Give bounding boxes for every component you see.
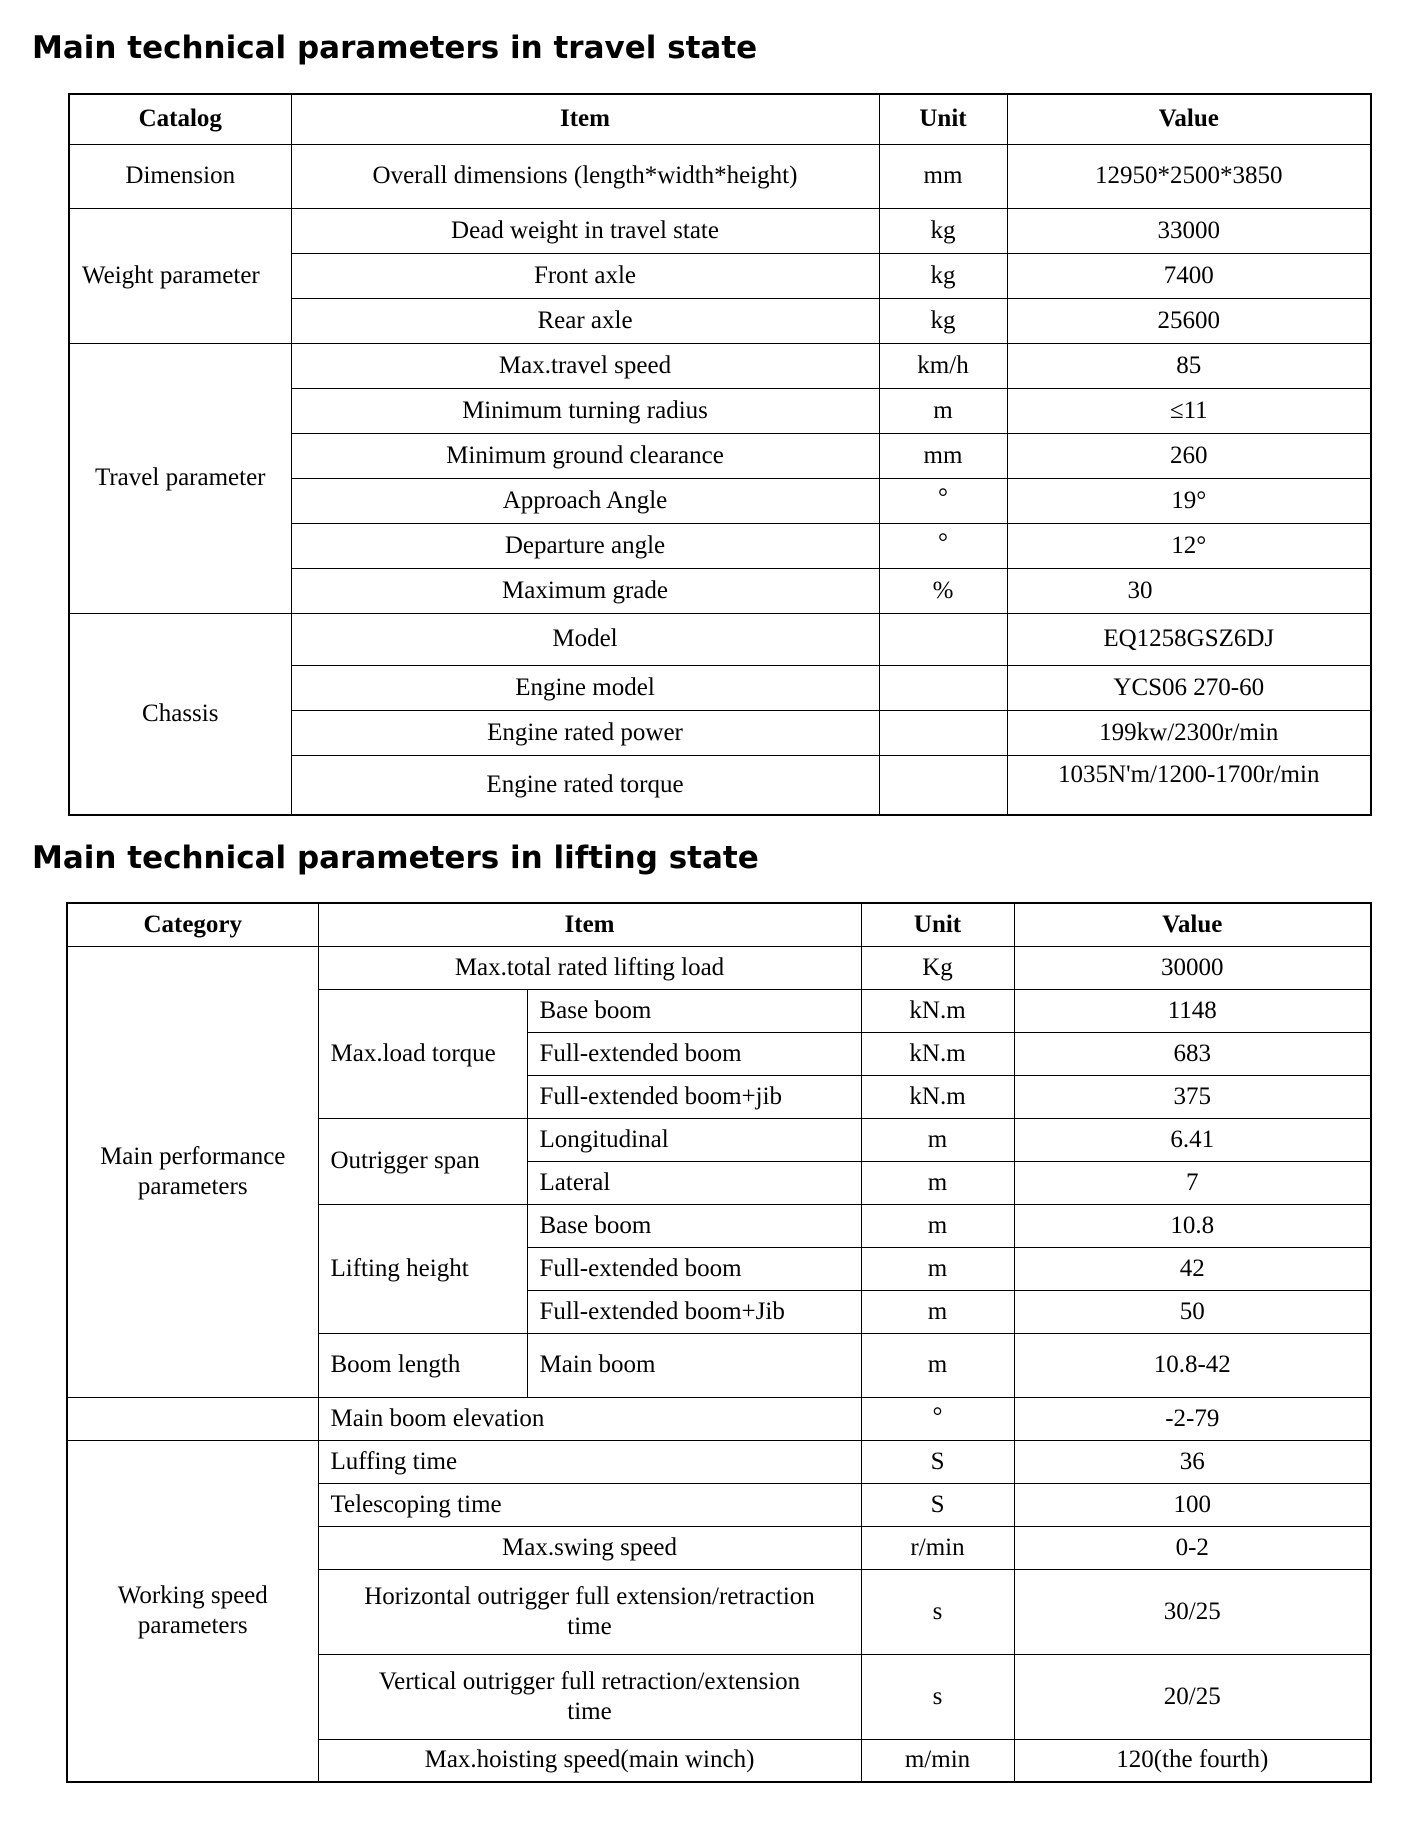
item-cell: Rear axle <box>291 298 879 343</box>
unit-cell: Kg <box>861 946 1014 989</box>
unit-cell: % <box>879 568 1007 613</box>
value-cell: 42 <box>1014 1247 1371 1290</box>
value-cell: 120(the fourth) <box>1014 1739 1371 1782</box>
item-cell: Front axle <box>291 253 879 298</box>
value-cell: 19° <box>1007 478 1371 523</box>
item-cell: Max.swing speed <box>318 1526 861 1569</box>
table-row <box>69 343 1371 388</box>
header-value: Value <box>1014 903 1371 946</box>
unit-cell: m <box>861 1204 1014 1247</box>
unit-cell <box>879 755 1007 815</box>
catalog-chassis: Chassis <box>69 613 291 815</box>
item-cell: Luffing time <box>318 1440 861 1483</box>
value-cell: 12950*2500*3850 <box>1007 144 1371 208</box>
value-cell: 0-2 <box>1014 1526 1371 1569</box>
table-row <box>69 208 1371 253</box>
value-cell: 100 <box>1014 1483 1371 1526</box>
unit-cell: kN.m <box>861 1032 1014 1075</box>
value-cell: 30 <box>1007 568 1371 613</box>
item-cell: Minimum ground clearance <box>291 433 879 478</box>
unit-cell: m <box>861 1161 1014 1204</box>
table-row <box>69 613 1371 665</box>
travel-heading: Main technical parameters in travel state <box>32 30 758 66</box>
value-cell: 683 <box>1014 1032 1371 1075</box>
unit-cell: mm <box>879 433 1007 478</box>
catalog-travel: Travel parameter <box>69 343 291 613</box>
value-cell: 10.8-42 <box>1014 1333 1371 1397</box>
sub-item-cell: Full-extended boom+Jib <box>527 1290 861 1333</box>
value-cell: 6.41 <box>1014 1118 1371 1161</box>
value-cell: 30/25 <box>1014 1569 1371 1654</box>
header-item: Item <box>318 903 861 946</box>
unit-cell: ° <box>879 523 1007 568</box>
unit-cell: kN.m <box>861 989 1014 1032</box>
item-cell: Telescoping time <box>318 1483 861 1526</box>
value-cell: 375 <box>1014 1075 1371 1118</box>
category-empty <box>67 1397 318 1440</box>
header-item: Item <box>291 94 879 144</box>
unit-cell: kg <box>879 208 1007 253</box>
header-unit: Unit <box>879 94 1007 144</box>
value-cell: 1035N'm/1200-1700r/min <box>1007 755 1371 815</box>
sub-item-cell: Base boom <box>527 1204 861 1247</box>
lifting-heading: Main technical parameters in lifting state <box>32 840 759 876</box>
unit-cell: m <box>879 388 1007 433</box>
value-cell: 20/25 <box>1014 1654 1371 1739</box>
unit-cell: s <box>861 1654 1014 1739</box>
group-lifting-height: Lifting height <box>318 1204 527 1333</box>
unit-cell: m <box>861 1247 1014 1290</box>
value-cell: 10.8 <box>1014 1204 1371 1247</box>
unit-cell <box>879 710 1007 755</box>
table-row <box>67 1440 1371 1483</box>
item-cell: Max.hoisting speed(main winch) <box>318 1739 861 1782</box>
item-cell: Approach Angle <box>291 478 879 523</box>
sub-item-cell: Full-extended boom+jib <box>527 1075 861 1118</box>
sub-item-cell: Lateral <box>527 1161 861 1204</box>
group-load-torque: Max.load torque <box>318 989 527 1118</box>
unit-cell: S <box>861 1483 1014 1526</box>
unit-cell <box>879 613 1007 665</box>
sub-item-cell: Full-extended boom <box>527 1247 861 1290</box>
lifting-header-row <box>67 903 1371 946</box>
travel-header-row <box>69 94 1371 144</box>
lifting-table <box>66 902 1372 1783</box>
sub-item-cell: Full-extended boom <box>527 1032 861 1075</box>
value-cell: 85 <box>1007 343 1371 388</box>
header-catalog: Catalog <box>69 94 291 144</box>
unit-cell: m <box>861 1333 1014 1397</box>
table-row <box>69 144 1371 208</box>
travel-table <box>68 93 1372 816</box>
value-cell: EQ1258GSZ6DJ <box>1007 613 1371 665</box>
group-outrigger-span: Outrigger span <box>318 1118 527 1204</box>
unit-cell: r/min <box>861 1526 1014 1569</box>
item-cell: Horizontal outrigger full extension/retraction time <box>318 1569 861 1654</box>
catalog-weight: Weight parameter <box>69 208 291 343</box>
value-cell: 7400 <box>1007 253 1371 298</box>
item-cell: Overall dimensions (length*width*height) <box>291 144 879 208</box>
item-cell: Engine model <box>291 665 879 710</box>
value-cell: 30000 <box>1014 946 1371 989</box>
unit-cell: kg <box>879 298 1007 343</box>
table-row <box>67 946 1371 989</box>
item-cell: Max.travel speed <box>291 343 879 388</box>
unit-cell: ° <box>861 1397 1014 1440</box>
sub-item-cell: Main boom <box>527 1333 861 1397</box>
item-cell: Dead weight in travel state <box>291 208 879 253</box>
value-cell: 50 <box>1014 1290 1371 1333</box>
value-cell: 33000 <box>1007 208 1371 253</box>
value-cell: 1148 <box>1014 989 1371 1032</box>
value-cell: 199kw/2300r/min <box>1007 710 1371 755</box>
item-cell: Max.total rated lifting load <box>318 946 861 989</box>
value-cell: YCS06 270-60 <box>1007 665 1371 710</box>
sub-item-cell: Base boom <box>527 989 861 1032</box>
category-main-performance: Main performance parameters <box>67 946 318 1397</box>
unit-cell: mm <box>879 144 1007 208</box>
unit-cell: S <box>861 1440 1014 1483</box>
unit-cell: ° <box>879 478 1007 523</box>
item-cell: Maximum grade <box>291 568 879 613</box>
unit-cell: s <box>861 1569 1014 1654</box>
table-row <box>67 1397 1371 1440</box>
value-cell: 12° <box>1007 523 1371 568</box>
unit-cell: m <box>861 1290 1014 1333</box>
group-boom-length: Boom length <box>318 1333 527 1397</box>
item-cell: Model <box>291 613 879 665</box>
value-cell: 25600 <box>1007 298 1371 343</box>
value-cell: 7 <box>1014 1161 1371 1204</box>
value-cell: -2-79 <box>1014 1397 1371 1440</box>
value-cell: 36 <box>1014 1440 1371 1483</box>
item-cell: Engine rated torque <box>291 755 879 815</box>
header-category: Category <box>67 903 318 946</box>
item-cell: Vertical outrigger full retraction/extension time <box>318 1654 861 1739</box>
catalog-dimension: Dimension <box>69 144 291 208</box>
header-value: Value <box>1007 94 1371 144</box>
unit-cell: km/h <box>879 343 1007 388</box>
sub-item-cell: Longitudinal <box>527 1118 861 1161</box>
unit-cell: m <box>861 1118 1014 1161</box>
unit-cell <box>879 665 1007 710</box>
header-unit: Unit <box>861 903 1014 946</box>
unit-cell: m/min <box>861 1739 1014 1782</box>
item-cell: Engine rated power <box>291 710 879 755</box>
item-cell: Minimum turning radius <box>291 388 879 433</box>
category-working-speed: Working speed parameters <box>67 1440 318 1782</box>
unit-cell: kN.m <box>861 1075 1014 1118</box>
unit-cell: kg <box>879 253 1007 298</box>
value-cell: 260 <box>1007 433 1371 478</box>
value-cell: ≤11 <box>1007 388 1371 433</box>
item-cell: Departure angle <box>291 523 879 568</box>
item-cell: Main boom elevation <box>318 1397 861 1440</box>
